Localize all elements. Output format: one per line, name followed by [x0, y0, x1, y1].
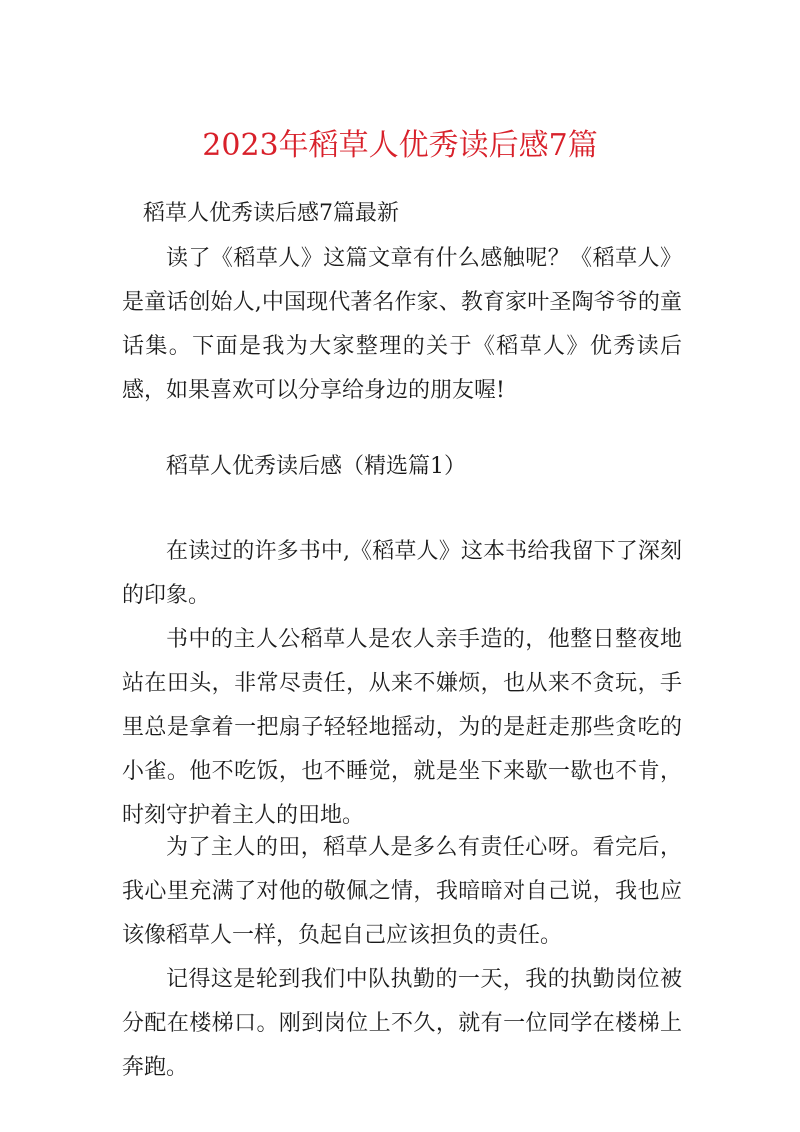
body-paragraph: 在读过的许多书中,《稻草人》这本书给我留下了深刻的印象。 — [122, 539, 682, 608]
body-paragraph: 为了主人的田，稻草人是多么有责任心呀。看完后，我心里充满了对他的敬佩之情，我暗暗对自己说，我也应该像稻草人一样，负起自己应该担负的责任。 — [122, 835, 682, 948]
intro-paragraph: 读了《稻草人》这篇文章有什么感触呢？《稻草人》是童话创始人,中国现代著名作家、教育家叶圣陶爷爷的童话集。下面是我为大家整理的关于《稻草人》优秀读后感，如果喜欢可以分享给身边的朋友喔! — [122, 246, 682, 403]
body-paragraph: 书中的主人公稻草人是农人亲手造的，他整日整夜地站在田头，非常尽责任，从来不嫌烦，也从来不贪玩，手里总是拿着一把扇子轻轻地摇动，为的是赶走那些贪吃的小雀。他不吃饭，也不睡觉，就是坐下来歇一歇也不肯，时刻守护着主人的田地。 — [122, 627, 682, 828]
body-paragraph: 记得这是轮到我们中队执勤的一天，我的执勤岗位被分配在楼梯口。刚到岗位上不久，就有一位同学在楼梯上奔跑。 — [122, 967, 682, 1080]
document-subtitle: 稻草人优秀读后感7篇最新 — [143, 201, 399, 226]
document-title: 2023年稻草人优秀读后感7篇 — [202, 128, 598, 163]
section-heading: 稻草人优秀读后感（精选篇1） — [166, 454, 466, 479]
